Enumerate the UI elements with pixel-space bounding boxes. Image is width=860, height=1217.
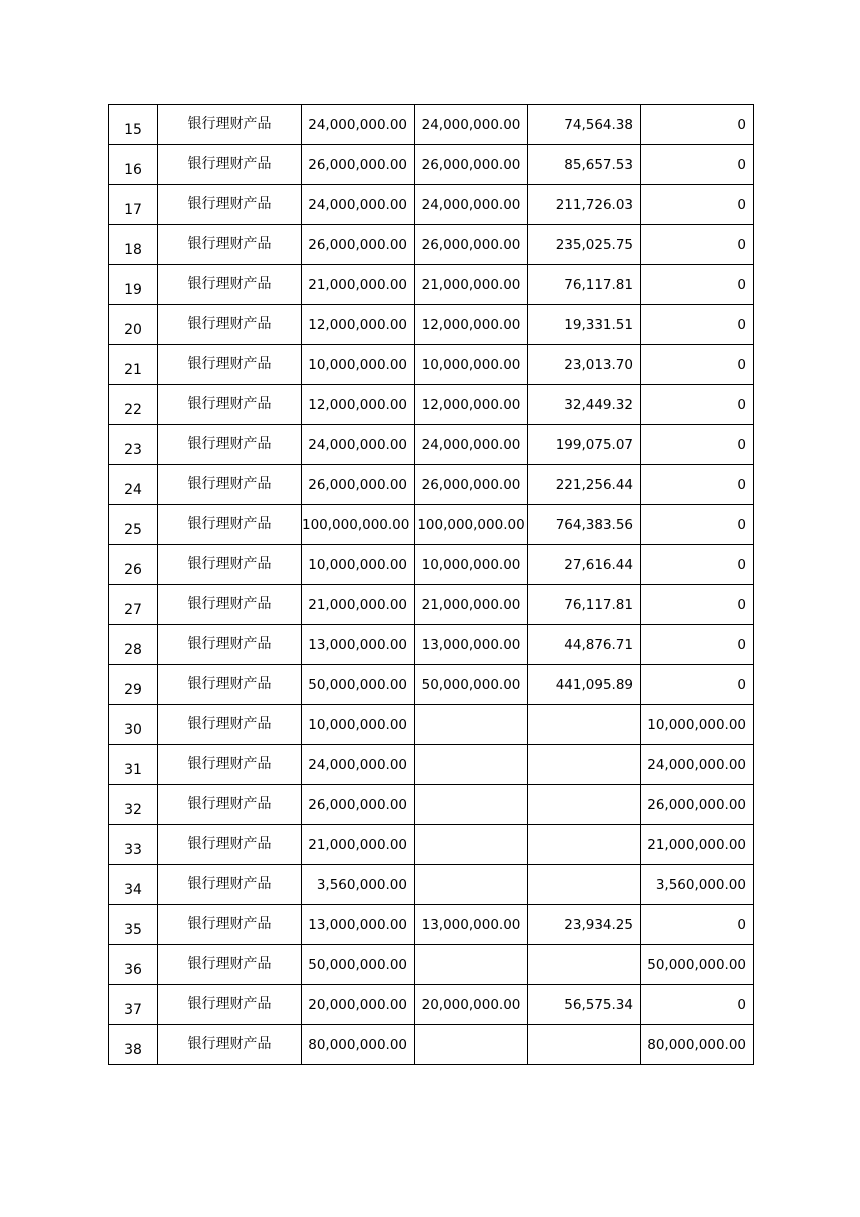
redeemed-amount-cell: 24,000,000.00 [415, 105, 528, 145]
redeemed-amount-cell: 13,000,000.00 [415, 905, 528, 945]
table-row [109, 225, 754, 265]
product-type-cell: 银行理财产品 [158, 225, 302, 265]
amount-cell: 24,000,000.00 [302, 745, 415, 785]
income-cell: 32,449.32 [528, 385, 641, 425]
row-number-cell: 37 [109, 985, 158, 1025]
unredeemed-amount-cell: 24,000,000.00 [641, 745, 754, 785]
product-type-cell: 银行理财产品 [158, 145, 302, 185]
redeemed-amount-cell: 24,000,000.00 [415, 185, 528, 225]
table-row [109, 345, 754, 385]
unredeemed-amount-cell: 0 [641, 225, 754, 265]
financial-products-table [108, 104, 754, 1065]
row-number-cell: 30 [109, 705, 158, 745]
amount-cell: 26,000,000.00 [302, 145, 415, 185]
unredeemed-amount-cell: 0 [641, 585, 754, 625]
income-cell: 44,876.71 [528, 625, 641, 665]
income-cell: 211,726.03 [528, 185, 641, 225]
amount-cell: 20,000,000.00 [302, 985, 415, 1025]
row-number-cell: 24 [109, 465, 158, 505]
table-row [109, 665, 754, 705]
row-number-cell: 22 [109, 385, 158, 425]
table-row [109, 545, 754, 585]
redeemed-amount-cell: 10,000,000.00 [415, 345, 528, 385]
income-cell: 23,934.25 [528, 905, 641, 945]
amount-cell: 26,000,000.00 [302, 465, 415, 505]
unredeemed-amount-cell: 0 [641, 385, 754, 425]
redeemed-amount-cell [415, 865, 528, 905]
row-number-cell: 25 [109, 505, 158, 545]
income-cell [528, 945, 641, 985]
product-type-cell: 银行理财产品 [158, 265, 302, 305]
unredeemed-amount-cell: 0 [641, 345, 754, 385]
redeemed-amount-cell [415, 705, 528, 745]
redeemed-amount-cell [415, 825, 528, 865]
income-cell: 56,575.34 [528, 985, 641, 1025]
income-cell: 74,564.38 [528, 105, 641, 145]
row-number-cell: 32 [109, 785, 158, 825]
redeemed-amount-cell: 100,000,000.00 [415, 505, 528, 545]
amount-cell: 10,000,000.00 [302, 345, 415, 385]
amount-cell: 50,000,000.00 [302, 665, 415, 705]
product-type-cell: 银行理财产品 [158, 945, 302, 985]
redeemed-amount-cell: 21,000,000.00 [415, 585, 528, 625]
amount-cell: 10,000,000.00 [302, 705, 415, 745]
income-cell: 27,616.44 [528, 545, 641, 585]
income-cell [528, 825, 641, 865]
table-row [109, 945, 754, 985]
table-row [109, 465, 754, 505]
table-row [109, 825, 754, 865]
product-type-cell: 银行理财产品 [158, 905, 302, 945]
table-row [109, 785, 754, 825]
unredeemed-amount-cell: 0 [641, 465, 754, 505]
table-row [109, 105, 754, 145]
product-type-cell: 银行理财产品 [158, 825, 302, 865]
row-number-cell: 36 [109, 945, 158, 985]
product-type-cell: 银行理财产品 [158, 425, 302, 465]
income-cell: 23,013.70 [528, 345, 641, 385]
amount-cell: 21,000,000.00 [302, 825, 415, 865]
income-cell: 221,256.44 [528, 465, 641, 505]
table-row [109, 145, 754, 185]
unredeemed-amount-cell: 80,000,000.00 [641, 1025, 754, 1065]
income-cell: 235,025.75 [528, 225, 641, 265]
product-type-cell: 银行理财产品 [158, 345, 302, 385]
row-number-cell: 28 [109, 625, 158, 665]
income-cell [528, 745, 641, 785]
redeemed-amount-cell: 24,000,000.00 [415, 425, 528, 465]
amount-cell: 24,000,000.00 [302, 185, 415, 225]
redeemed-amount-cell: 21,000,000.00 [415, 265, 528, 305]
redeemed-amount-cell: 26,000,000.00 [415, 225, 528, 265]
amount-cell: 12,000,000.00 [302, 385, 415, 425]
row-number-cell: 27 [109, 585, 158, 625]
amount-cell: 12,000,000.00 [302, 305, 415, 345]
row-number-cell: 19 [109, 265, 158, 305]
redeemed-amount-cell [415, 945, 528, 985]
redeemed-amount-cell: 13,000,000.00 [415, 625, 528, 665]
income-cell: 441,095.89 [528, 665, 641, 705]
redeemed-amount-cell: 50,000,000.00 [415, 665, 528, 705]
amount-cell: 21,000,000.00 [302, 265, 415, 305]
unredeemed-amount-cell: 0 [641, 305, 754, 345]
row-number-cell: 18 [109, 225, 158, 265]
table-row [109, 865, 754, 905]
unredeemed-amount-cell: 0 [641, 185, 754, 225]
income-cell: 76,117.81 [528, 585, 641, 625]
product-type-cell: 银行理财产品 [158, 385, 302, 425]
unredeemed-amount-cell: 0 [641, 985, 754, 1025]
income-cell: 764,383.56 [528, 505, 641, 545]
amount-cell: 26,000,000.00 [302, 785, 415, 825]
amount-cell: 10,000,000.00 [302, 545, 415, 585]
row-number-cell: 20 [109, 305, 158, 345]
income-cell [528, 785, 641, 825]
financial-products-table-wrapper [108, 104, 754, 1065]
redeemed-amount-cell [415, 1025, 528, 1065]
amount-cell: 26,000,000.00 [302, 225, 415, 265]
unredeemed-amount-cell: 0 [641, 505, 754, 545]
product-type-cell: 银行理财产品 [158, 465, 302, 505]
product-type-cell: 银行理财产品 [158, 305, 302, 345]
row-number-cell: 35 [109, 905, 158, 945]
income-cell: 76,117.81 [528, 265, 641, 305]
income-cell: 19,331.51 [528, 305, 641, 345]
row-number-cell: 38 [109, 1025, 158, 1065]
redeemed-amount-cell: 26,000,000.00 [415, 465, 528, 505]
table-row [109, 1025, 754, 1065]
table-body [109, 105, 754, 1065]
table-row [109, 305, 754, 345]
row-number-cell: 16 [109, 145, 158, 185]
row-number-cell: 29 [109, 665, 158, 705]
table-row [109, 745, 754, 785]
product-type-cell: 银行理财产品 [158, 745, 302, 785]
unredeemed-amount-cell: 10,000,000.00 [641, 705, 754, 745]
table-row [109, 185, 754, 225]
income-cell [528, 705, 641, 745]
amount-cell: 50,000,000.00 [302, 945, 415, 985]
product-type-cell: 银行理财产品 [158, 705, 302, 745]
unredeemed-amount-cell: 0 [641, 265, 754, 305]
row-number-cell: 23 [109, 425, 158, 465]
product-type-cell: 银行理财产品 [158, 185, 302, 225]
product-type-cell: 银行理财产品 [158, 625, 302, 665]
income-cell: 85,657.53 [528, 145, 641, 185]
unredeemed-amount-cell: 0 [641, 545, 754, 585]
unredeemed-amount-cell: 26,000,000.00 [641, 785, 754, 825]
row-number-cell: 15 [109, 105, 158, 145]
redeemed-amount-cell: 26,000,000.00 [415, 145, 528, 185]
table-row [109, 385, 754, 425]
amount-cell: 13,000,000.00 [302, 905, 415, 945]
unredeemed-amount-cell: 3,560,000.00 [641, 865, 754, 905]
product-type-cell: 银行理财产品 [158, 785, 302, 825]
unredeemed-amount-cell: 0 [641, 425, 754, 465]
row-number-cell: 21 [109, 345, 158, 385]
product-type-cell: 银行理财产品 [158, 1025, 302, 1065]
row-number-cell: 31 [109, 745, 158, 785]
product-type-cell: 银行理财产品 [158, 865, 302, 905]
unredeemed-amount-cell: 0 [641, 665, 754, 705]
amount-cell: 24,000,000.00 [302, 105, 415, 145]
unredeemed-amount-cell: 0 [641, 625, 754, 665]
income-cell: 199,075.07 [528, 425, 641, 465]
table-row [109, 425, 754, 465]
unredeemed-amount-cell: 0 [641, 905, 754, 945]
product-type-cell: 银行理财产品 [158, 985, 302, 1025]
unredeemed-amount-cell: 50,000,000.00 [641, 945, 754, 985]
unredeemed-amount-cell: 0 [641, 145, 754, 185]
amount-cell: 21,000,000.00 [302, 585, 415, 625]
income-cell [528, 1025, 641, 1065]
product-type-cell: 银行理财产品 [158, 505, 302, 545]
table-row [109, 505, 754, 545]
amount-cell: 13,000,000.00 [302, 625, 415, 665]
table-row [109, 625, 754, 665]
table-row [109, 265, 754, 305]
income-cell [528, 865, 641, 905]
amount-cell: 3,560,000.00 [302, 865, 415, 905]
table-row [109, 705, 754, 745]
amount-cell: 100,000,000.00 [302, 505, 415, 545]
redeemed-amount-cell: 10,000,000.00 [415, 545, 528, 585]
table-row [109, 905, 754, 945]
row-number-cell: 33 [109, 825, 158, 865]
row-number-cell: 17 [109, 185, 158, 225]
redeemed-amount-cell: 12,000,000.00 [415, 305, 528, 345]
product-type-cell: 银行理财产品 [158, 665, 302, 705]
redeemed-amount-cell: 20,000,000.00 [415, 985, 528, 1025]
table-row [109, 585, 754, 625]
row-number-cell: 26 [109, 545, 158, 585]
unredeemed-amount-cell: 21,000,000.00 [641, 825, 754, 865]
unredeemed-amount-cell: 0 [641, 105, 754, 145]
amount-cell: 24,000,000.00 [302, 425, 415, 465]
amount-cell: 80,000,000.00 [302, 1025, 415, 1065]
row-number-cell: 34 [109, 865, 158, 905]
redeemed-amount-cell: 12,000,000.00 [415, 385, 528, 425]
product-type-cell: 银行理财产品 [158, 585, 302, 625]
table-row [109, 985, 754, 1025]
product-type-cell: 银行理财产品 [158, 105, 302, 145]
product-type-cell: 银行理财产品 [158, 545, 302, 585]
redeemed-amount-cell [415, 785, 528, 825]
redeemed-amount-cell [415, 745, 528, 785]
